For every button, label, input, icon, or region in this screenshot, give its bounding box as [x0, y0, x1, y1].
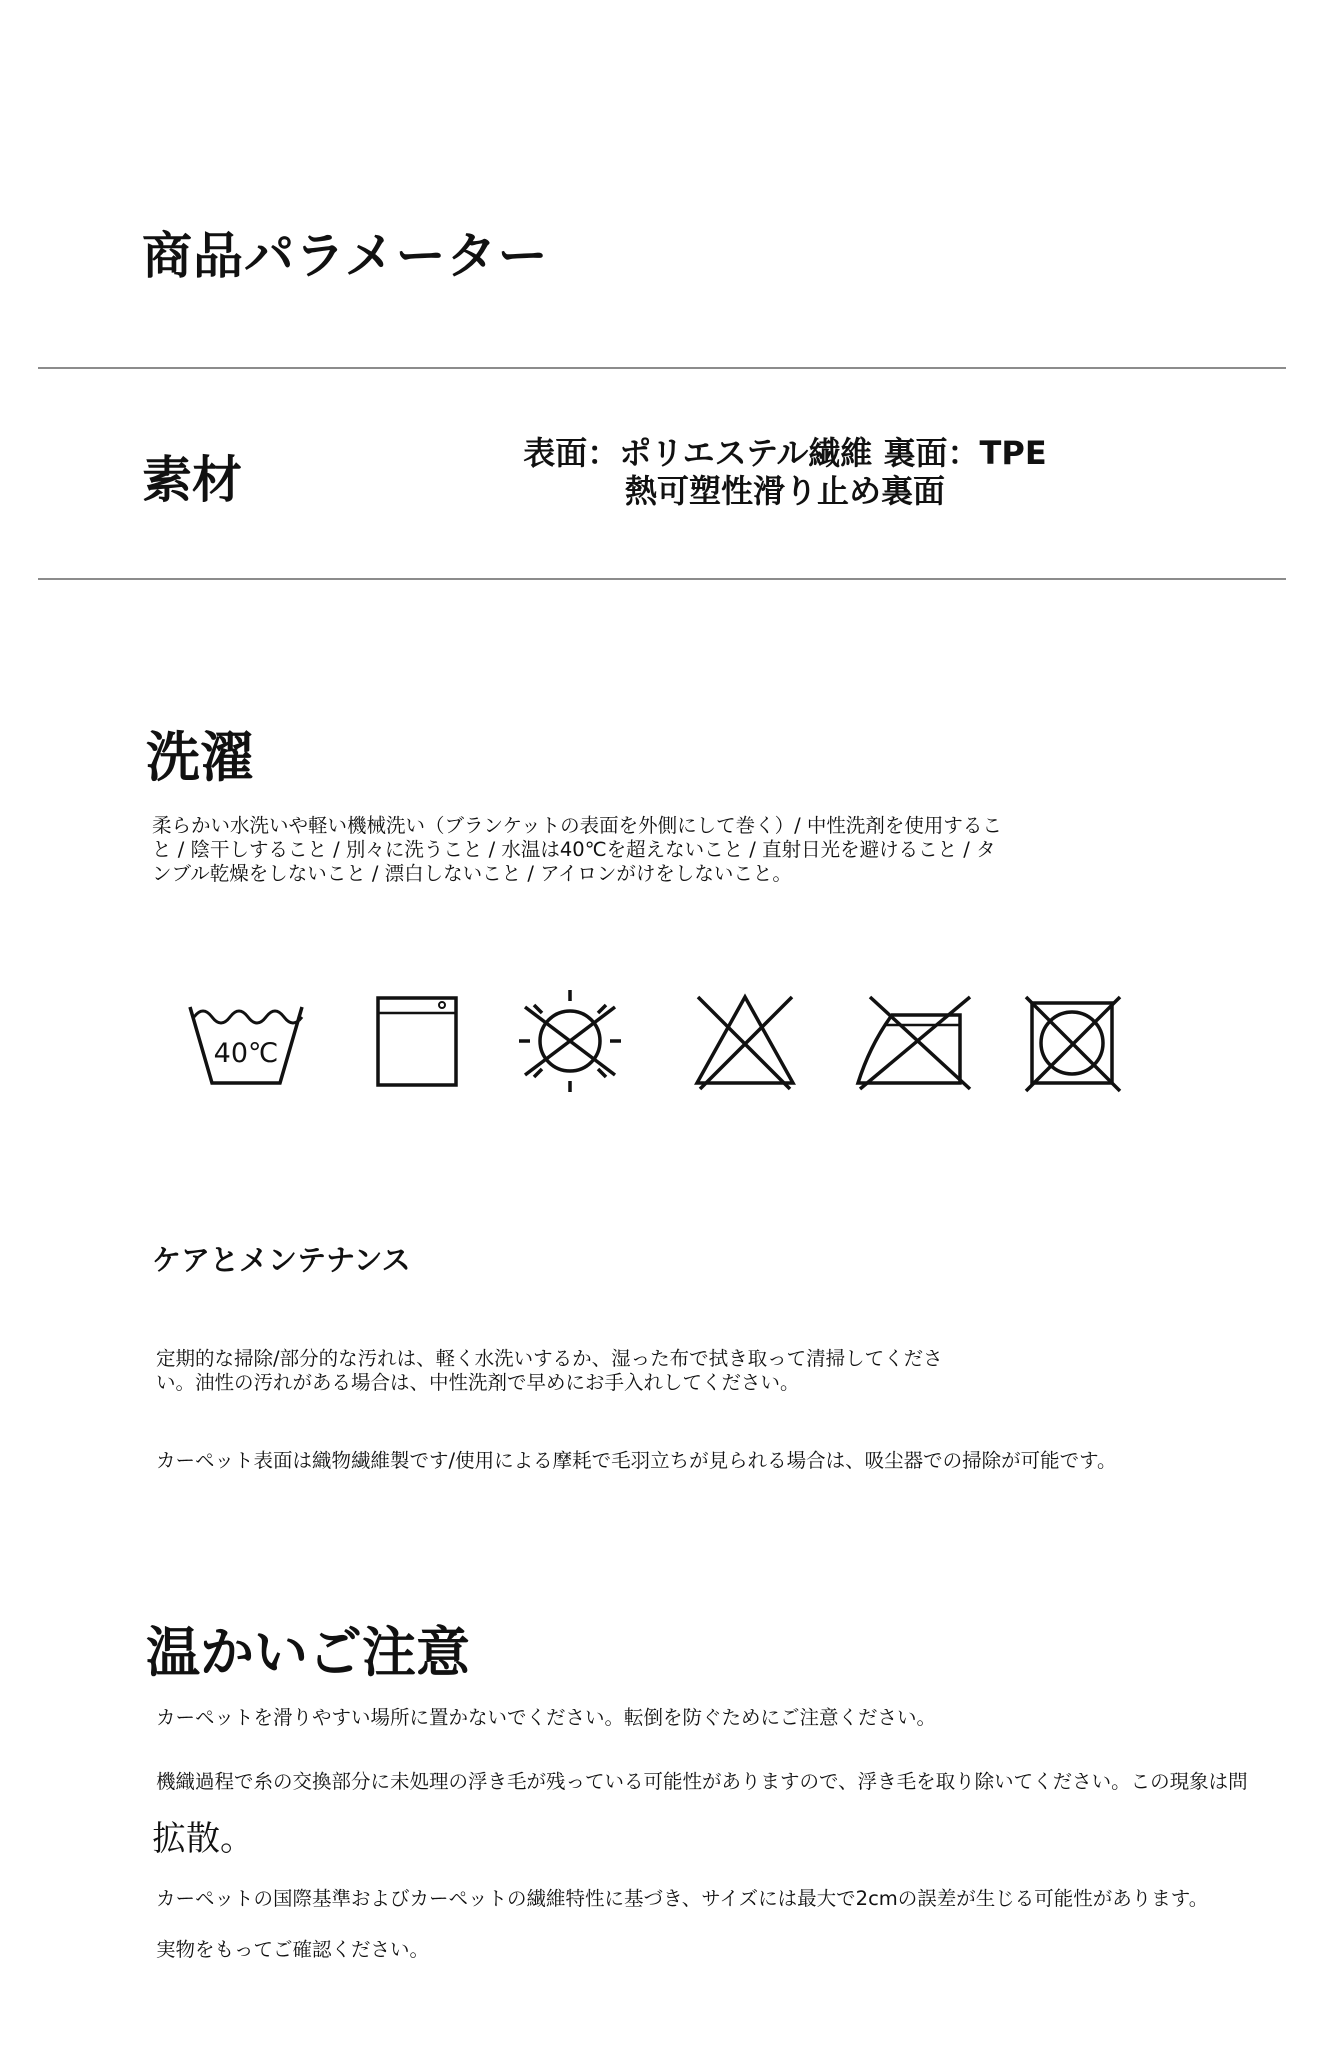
no-direct-sun-icon: [519, 990, 621, 1092]
notice-heading: 温かいご注意: [146, 1621, 470, 1684]
notice-line: カーペットを滑りやすい場所に置かないでください。転倒を防ぐためにご注意ください。: [156, 1706, 937, 1729]
washing-heading: 洗濯: [146, 726, 254, 789]
no-bleach-icon: [697, 997, 793, 1089]
notice-line: 拡散。: [152, 1819, 254, 1859]
notice-line: 実物をもってご確認ください。: [156, 1938, 430, 1961]
divider: [38, 367, 1286, 369]
divider: [38, 578, 1286, 580]
washing-machine-icon: [378, 998, 456, 1085]
page-title: 商品パラメーター: [142, 227, 549, 285]
material-heading: 素材: [142, 451, 242, 509]
wash-tub-40c-icon: [190, 1007, 302, 1083]
care-symbols: [180, 985, 1140, 1095]
no-iron-icon: [858, 997, 970, 1089]
care-paragraph: カーペット表面は織物繊維製です/使用による摩耗で毛羽立ちが見られる場合は、吸尘器での掃除が可能です。: [156, 1449, 1117, 1472]
material-value: 表面：ポリエステル繊維 裏面：TPE熱可塑性滑り止め裏面: [523, 434, 1047, 510]
no-tumble-dry-icon: [1026, 997, 1120, 1091]
svg-text:40℃: 40℃: [213, 1038, 279, 1069]
notice-line: 機織過程で糸の交換部分に未処理の浮き毛が残っている可能性がありますので、浮き毛を取り除いてください。この現象は問: [156, 1770, 1248, 1793]
care-heading: ケアとメンテナンス: [152, 1243, 411, 1277]
notice-line: カーペットの国際基準およびカーペットの繊維特性に基づき、サイズには最大で2cmの誤差が生じる可能性があります。: [156, 1887, 1209, 1910]
washing-instructions: 柔らかい水洗いや軽い機械洗い（ブランケットの表面を外側にして巻く）/ 中性洗剤を使用すること / 陰干しすること / 別々に洗うこと / 水温は40℃を超えないこと / 直射日光を避けること / タンブル乾燥をしないこと / 漂白しないこと / アイロンがけをしないこと。: [152, 814, 1002, 885]
care-paragraph: 定期的な掃除/部分的な汚れは、軽く水洗いするか、湿った布で拭き取って清掃してください。油性の汚れがある場合は、中性洗剤で早めにお手入れしてください。: [156, 1347, 943, 1394]
